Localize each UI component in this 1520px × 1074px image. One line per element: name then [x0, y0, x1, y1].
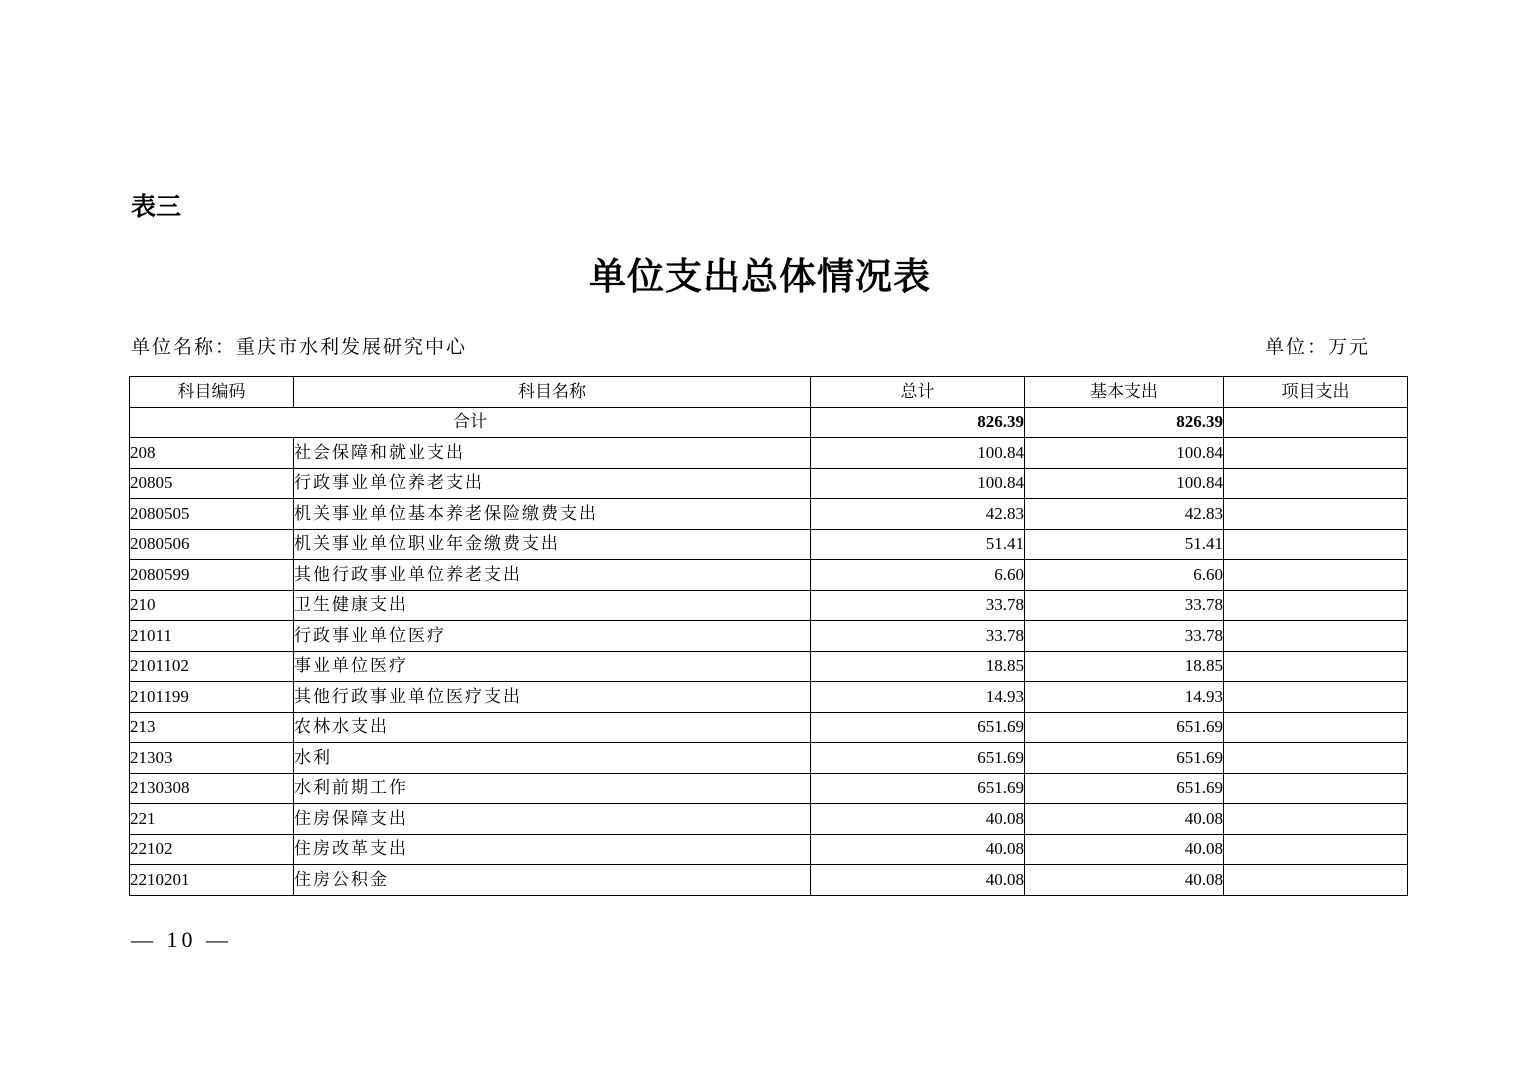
row-name: 水利	[294, 743, 811, 774]
row-name: 住房公积金	[294, 865, 811, 896]
row-basic: 33.78	[1025, 590, 1224, 621]
row-total: 651.69	[811, 712, 1025, 743]
row-code: 2080505	[130, 499, 294, 530]
row-name: 住房改革支出	[294, 834, 811, 865]
row-basic: 651.69	[1025, 712, 1224, 743]
row-name: 水利前期工作	[294, 773, 811, 804]
row-project	[1224, 865, 1408, 896]
expenditure-table	[129, 376, 1408, 896]
row-project	[1224, 773, 1408, 804]
header-row	[130, 377, 1408, 408]
row-basic: 100.84	[1025, 468, 1224, 499]
row-code: 2101102	[130, 651, 294, 682]
row-name: 住房保障支出	[294, 804, 811, 835]
table-row	[130, 773, 1408, 804]
row-total: 18.85	[811, 651, 1025, 682]
row-project	[1224, 682, 1408, 713]
row-code: 2101199	[130, 682, 294, 713]
table-row	[130, 712, 1408, 743]
header-basic: 基本支出	[1025, 377, 1224, 408]
row-total: 33.78	[811, 621, 1025, 652]
row-total: 40.08	[811, 804, 1025, 835]
table-row	[130, 590, 1408, 621]
table-row	[130, 834, 1408, 865]
row-basic: 100.84	[1025, 438, 1224, 469]
table-row	[130, 865, 1408, 896]
row-name: 其他行政事业单位医疗支出	[294, 682, 811, 713]
table-row	[130, 468, 1408, 499]
row-code: 208	[130, 438, 294, 469]
row-basic: 651.69	[1025, 743, 1224, 774]
row-code: 20805	[130, 468, 294, 499]
table-row	[130, 743, 1408, 774]
unit-name: 单位名称：重庆市水利发展研究中心	[131, 336, 468, 358]
row-code: 2210201	[130, 865, 294, 896]
row-basic: 51.41	[1025, 529, 1224, 560]
header-total: 总计	[811, 377, 1025, 408]
total-project	[1224, 407, 1408, 438]
row-name: 机关事业单位基本养老保险缴费支出	[294, 499, 811, 530]
table-row	[130, 438, 1408, 469]
page-number: — 10 —	[131, 927, 232, 952]
row-total: 14.93	[811, 682, 1025, 713]
row-basic: 40.08	[1025, 834, 1224, 865]
row-total: 51.41	[811, 529, 1025, 560]
total-label: 合计	[130, 407, 811, 438]
row-total: 100.84	[811, 438, 1025, 469]
header-name: 科目名称	[294, 377, 811, 408]
unit-measure: 单位：万元	[1264, 336, 1370, 358]
row-project	[1224, 804, 1408, 835]
row-project	[1224, 438, 1408, 469]
table-row	[130, 529, 1408, 560]
row-project	[1224, 651, 1408, 682]
row-total: 100.84	[811, 468, 1025, 499]
total-amount: 826.39	[811, 407, 1025, 438]
row-code: 2130308	[130, 773, 294, 804]
table-row	[130, 560, 1408, 591]
row-project	[1224, 499, 1408, 530]
row-project	[1224, 529, 1408, 560]
row-basic: 14.93	[1025, 682, 1224, 713]
row-code: 221	[130, 804, 294, 835]
row-total: 42.83	[811, 499, 1025, 530]
header-project: 项目支出	[1224, 377, 1408, 408]
row-total: 651.69	[811, 773, 1025, 804]
row-code: 2080599	[130, 560, 294, 591]
total-row	[130, 407, 1408, 438]
row-project	[1224, 834, 1408, 865]
row-name: 事业单位医疗	[294, 651, 811, 682]
row-basic: 18.85	[1025, 651, 1224, 682]
table-row	[130, 651, 1408, 682]
row-name: 农林水支出	[294, 712, 811, 743]
row-code: 21011	[130, 621, 294, 652]
row-project	[1224, 590, 1408, 621]
row-name: 其他行政事业单位养老支出	[294, 560, 811, 591]
page-title: 单位支出总体情况表	[589, 254, 931, 298]
row-code: 2080506	[130, 529, 294, 560]
row-basic: 33.78	[1025, 621, 1224, 652]
row-project	[1224, 712, 1408, 743]
row-project	[1224, 468, 1408, 499]
table-row	[130, 804, 1408, 835]
row-name: 行政事业单位养老支出	[294, 468, 811, 499]
table-row	[130, 499, 1408, 530]
row-basic: 40.08	[1025, 865, 1224, 896]
row-name: 行政事业单位医疗	[294, 621, 811, 652]
row-code: 210	[130, 590, 294, 621]
row-basic: 42.83	[1025, 499, 1224, 530]
row-code: 213	[130, 712, 294, 743]
row-basic: 40.08	[1025, 804, 1224, 835]
row-project	[1224, 743, 1408, 774]
row-total: 40.08	[811, 834, 1025, 865]
row-total: 40.08	[811, 865, 1025, 896]
row-code: 22102	[130, 834, 294, 865]
row-code: 21303	[130, 743, 294, 774]
row-basic: 651.69	[1025, 773, 1224, 804]
total-basic: 826.39	[1025, 407, 1224, 438]
table-row	[130, 621, 1408, 652]
row-total: 33.78	[811, 590, 1025, 621]
header-code: 科目编码	[130, 377, 294, 408]
row-basic: 6.60	[1025, 560, 1224, 591]
row-name: 社会保障和就业支出	[294, 438, 811, 469]
row-total: 6.60	[811, 560, 1025, 591]
table-row	[130, 682, 1408, 713]
row-project	[1224, 560, 1408, 591]
row-total: 651.69	[811, 743, 1025, 774]
row-name: 机关事业单位职业年金缴费支出	[294, 529, 811, 560]
row-project	[1224, 621, 1408, 652]
table-label: 表三	[131, 192, 182, 221]
row-name: 卫生健康支出	[294, 590, 811, 621]
